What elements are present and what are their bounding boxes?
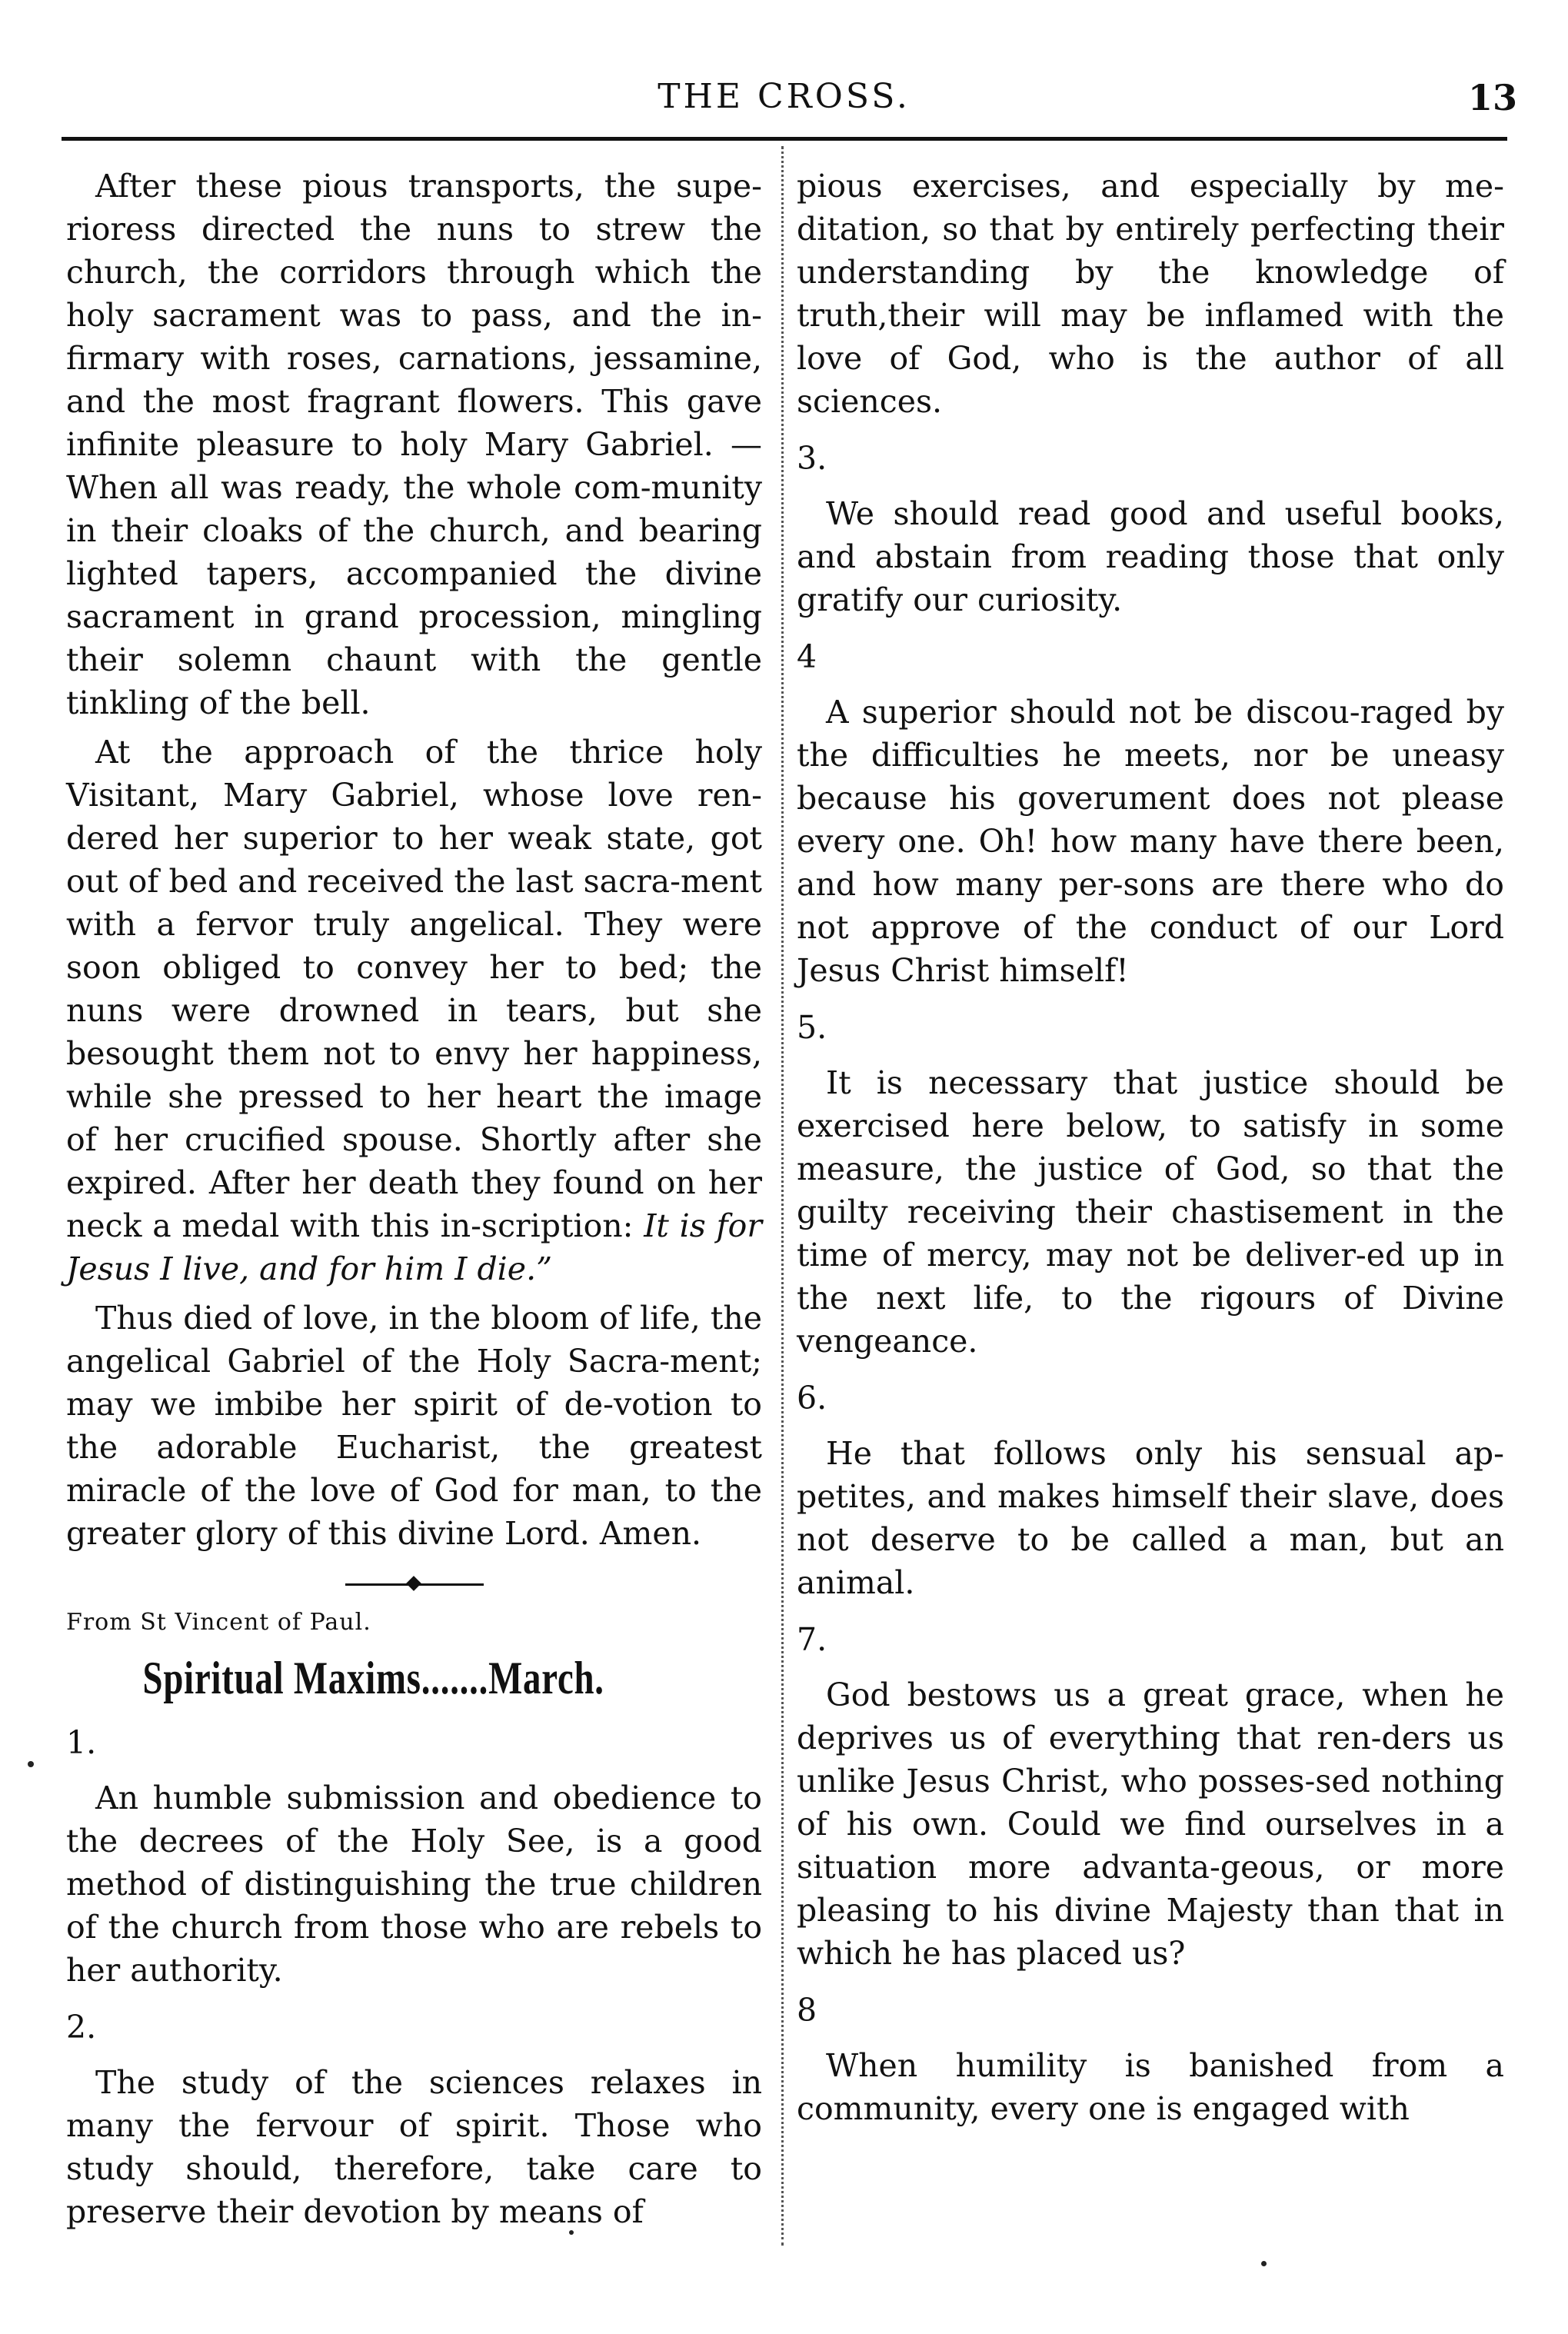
maxim-5: It is necessary that justice should be exercised here below, to satisfy in some measure, the justice of God, so that the guilty receiving their chastisement in the time of mercy, may not be deliver-ed up in the next life, to the rigours of Divine vengeance.: [797, 1064, 1504, 1360]
print-speck: [569, 2230, 574, 2235]
article-paragraph-3: Thus died of love, in the bloom of life, the angelical Gabriel of the Holy Sacra-ment; may we imbibe her spirit of de-votion to the adorable Eucharist, the greatest miracle of the love of God for man, to the greater glory of this divine Lord. Amen.: [66, 1300, 762, 1552]
maxim-8: When humility is banished from a community, every one is engaged with: [797, 2047, 1504, 2127]
maxim-number-6: 6.: [797, 1380, 827, 1417]
section-title: Spiritual Maxims.......March.: [142, 1653, 604, 1703]
medal-inscription: It is for Jesus I live, and for him I die.”: [66, 1207, 762, 1287]
article-paragraph-1: After these pious transports, the supe-rioress directed the nuns to strew the church, the corridors through which the holy sacrament was to pass, and the in-firmary with roses, carnations, jessamine, and the most fragrant flowers. This gave infinite pleasure to holy Mary Gabriel. —When all was ready, the whole com-munity in their cloaks of the church, and bearing lighted tapers, accompanied the divine sacrament in grand procession, mingling their solemn chaunt with the gentle tinkling of the bell.: [66, 168, 762, 721]
maxim-number-2: 2.: [66, 2009, 97, 2046]
maxim-number-7: 7.: [797, 1621, 827, 1658]
print-speck: [28, 1761, 34, 1767]
maxim-7: God bestows us a great grace, when he deprives us of everything that ren-ders us unlike Jesus Christ, who posses-sed nothing of his own. Could we find ourselves in a situation more advanta-geous, or more pleasing to his divine Majesty than that in which he has placed us?: [797, 1676, 1504, 1972]
maxim-number-3: 3.: [797, 440, 827, 477]
article-paragraph-2-text: At the approach of the thrice holy Visitant, Mary Gabriel, whose love ren-dered her superior to her weak state, got out of bed and received the last sacra-ment with a fervor truly angelical. They were soon obliged to convey her to bed; the nuns were drowned in tears, but she besought them not to envy her happiness, while she pressed to her heart the image of her crucified spouse. Shortly after she expired. After her death they found on her neck a medal with this in-scription:: [66, 734, 762, 1244]
maxim-2: The study of the sciences relaxes in many the fervour of spirit. Those who study should, therefore, take care to preserve their devotion by means of: [66, 2064, 762, 2230]
maxim-6: He that follows only his sensual ap-petites, and makes himself their slave, does not deserve to be called a man, but an animal.: [797, 1435, 1504, 1601]
article-paragraph-2: [66, 731, 762, 1290]
ornament-diamond: [406, 1576, 421, 1591]
maxim-1: An humble submission and obedience to the decrees of the Holy See, is a good method of distinguishing the true children of the church from those who are rebels to her authority.: [66, 1780, 762, 1989]
page-number: 13: [1467, 77, 1517, 118]
maxim-2-continued: pious exercises, and especially by me-ditation, so that by entirely perfecting their understanding by the knowledge of truth,their will may be inflamed with the love of God, who is the author of all sciences.: [797, 168, 1504, 420]
header-rule: [62, 137, 1507, 141]
maxim-4: A superior should not be discou-raged by the difficulties he meets, nor be uneasy because his goverument does not please every one. Oh! how many have there been, and how many per-sons are there who do not approve of the conduct of our Lord Jesus Christ himself!: [797, 694, 1504, 989]
maxim-3: We should read good and useful books, and abstain from reading those that only gratify our curiosity.: [797, 495, 1504, 618]
maxim-number-4: 4: [797, 638, 817, 675]
section-ornament: [345, 1578, 484, 1590]
maxim-number-1: 1.: [66, 1724, 97, 1761]
left-column: [66, 165, 762, 2233]
print-speck: [1261, 2261, 1267, 2266]
running-title: THE CROSS.: [657, 77, 911, 116]
maxim-number-8: 8: [797, 1992, 817, 2029]
source-attribution: From St Vincent of Paul.: [66, 1609, 371, 1636]
right-column: [797, 165, 1504, 2130]
column-divider: [781, 146, 786, 2246]
maxim-number-5: 5.: [797, 1009, 827, 1046]
